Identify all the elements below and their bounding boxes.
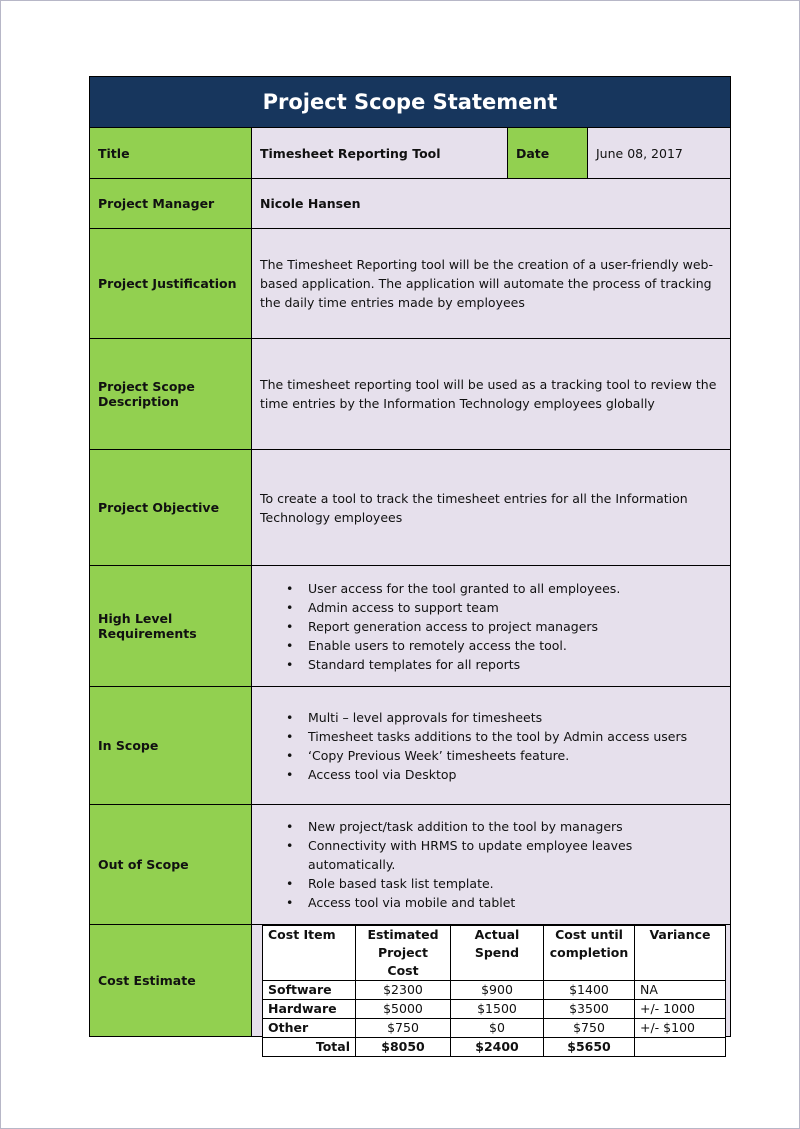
requirements-list bbox=[260, 579, 620, 674]
list-item: • Multi – level approvals for timesheets bbox=[308, 708, 687, 727]
list-item: • Admin access to support team bbox=[308, 598, 620, 617]
manager-value: Nicole Hansen bbox=[252, 179, 730, 228]
title-value: Timesheet Reporting Tool bbox=[252, 128, 508, 178]
list-item: • Role based task list template. bbox=[308, 874, 722, 893]
out-of-scope-label: Out of Scope bbox=[90, 805, 252, 924]
scope-description-row bbox=[90, 339, 730, 450]
total-row bbox=[263, 1038, 726, 1057]
requirements-label: High Level Requirements bbox=[90, 566, 252, 686]
table-cell: Hardware bbox=[263, 1000, 356, 1019]
out-of-scope-row bbox=[90, 805, 730, 925]
table-cell: +/- 1000 bbox=[635, 1000, 726, 1019]
out-of-scope-list-cell bbox=[252, 805, 730, 924]
table-cell: $1400 bbox=[544, 981, 635, 1000]
table-cell: $750 bbox=[356, 1019, 451, 1038]
total-cell: $2400 bbox=[451, 1038, 544, 1057]
table-row bbox=[263, 981, 726, 1000]
list-item: • New project/task addition to the tool by managers bbox=[308, 817, 722, 836]
justification-row bbox=[90, 229, 730, 339]
table-cell: Software bbox=[263, 981, 356, 1000]
cost-estimate-label: Cost Estimate bbox=[90, 925, 252, 1036]
table-cell: $0 bbox=[451, 1019, 544, 1038]
total-label: Total bbox=[263, 1038, 356, 1057]
total-cell: $5650 bbox=[544, 1038, 635, 1057]
scope-description-label: Project Scope Description bbox=[90, 339, 252, 449]
table-cell: $3500 bbox=[544, 1000, 635, 1019]
column-header: Variance bbox=[635, 926, 726, 981]
table-cell: $2300 bbox=[356, 981, 451, 1000]
column-header: Cost until completion bbox=[544, 926, 635, 981]
list-item: • Report generation access to project managers bbox=[308, 617, 620, 636]
list-item: • Connectivity with HRMS to update employee leaves automatically. bbox=[308, 836, 722, 874]
title-label: Title bbox=[90, 128, 252, 178]
list-item: • User access for the tool granted to all employees. bbox=[308, 579, 620, 598]
out-of-scope-list bbox=[260, 817, 722, 912]
table-cell: Other bbox=[263, 1019, 356, 1038]
justification-label: Project Justification bbox=[90, 229, 252, 338]
in-scope-list-cell bbox=[252, 687, 730, 804]
cost-estimate-row bbox=[90, 925, 730, 1054]
manager-label: Project Manager bbox=[90, 179, 252, 228]
column-header: Estimated Project Cost bbox=[356, 926, 451, 981]
document-heading: Project Scope Statement bbox=[90, 77, 730, 128]
scope-description-text: The timesheet reporting tool will be used as a tracking tool to review the time entries by the Information Technology employees globally bbox=[252, 339, 730, 449]
in-scope-list bbox=[260, 708, 687, 784]
table-cell: $1500 bbox=[451, 1000, 544, 1019]
objective-row bbox=[90, 450, 730, 566]
requirements-list-cell bbox=[252, 566, 730, 686]
date-value: June 08, 2017 bbox=[588, 128, 730, 178]
list-item: • Timesheet tasks additions to the tool by Admin access users bbox=[308, 727, 687, 746]
objective-label: Project Objective bbox=[90, 450, 252, 565]
column-header: Cost Item bbox=[263, 926, 356, 981]
list-item: • ‘Copy Previous Week’ timesheets feature. bbox=[308, 746, 687, 765]
table-cell: +/- $100 bbox=[635, 1019, 726, 1038]
table-cell: NA bbox=[635, 981, 726, 1000]
column-header: Actual Spend bbox=[451, 926, 544, 981]
table-row bbox=[263, 1000, 726, 1019]
total-cell: $8050 bbox=[356, 1038, 451, 1057]
in-scope-label: In Scope bbox=[90, 687, 252, 804]
table-row bbox=[263, 1019, 726, 1038]
cost-table bbox=[262, 925, 726, 1057]
total-cell bbox=[635, 1038, 726, 1057]
list-item: • Access tool via Desktop bbox=[308, 765, 687, 784]
cost-table-cell bbox=[252, 925, 730, 1054]
objective-text: To create a tool to track the timesheet entries for all the Information Technology employees bbox=[252, 450, 730, 565]
manager-row bbox=[90, 179, 730, 229]
requirements-row bbox=[90, 566, 730, 687]
list-item: • Access tool via mobile and tablet bbox=[308, 893, 722, 912]
table-cell: $900 bbox=[451, 981, 544, 1000]
date-label: Date bbox=[508, 128, 588, 178]
list-item: • Standard templates for all reports bbox=[308, 655, 620, 674]
table-cell: $5000 bbox=[356, 1000, 451, 1019]
title-row bbox=[90, 128, 730, 179]
justification-text: The Timesheet Reporting tool will be the creation of a user-friendly web-based application. The application will automate the process of tracking the daily time entries made by employees bbox=[252, 229, 730, 338]
cost-table-header-row bbox=[263, 926, 726, 981]
table-cell: $750 bbox=[544, 1019, 635, 1038]
in-scope-row bbox=[90, 687, 730, 805]
list-item: • Enable users to remotely access the tool. bbox=[308, 636, 620, 655]
scope-statement-table bbox=[89, 76, 731, 1054]
